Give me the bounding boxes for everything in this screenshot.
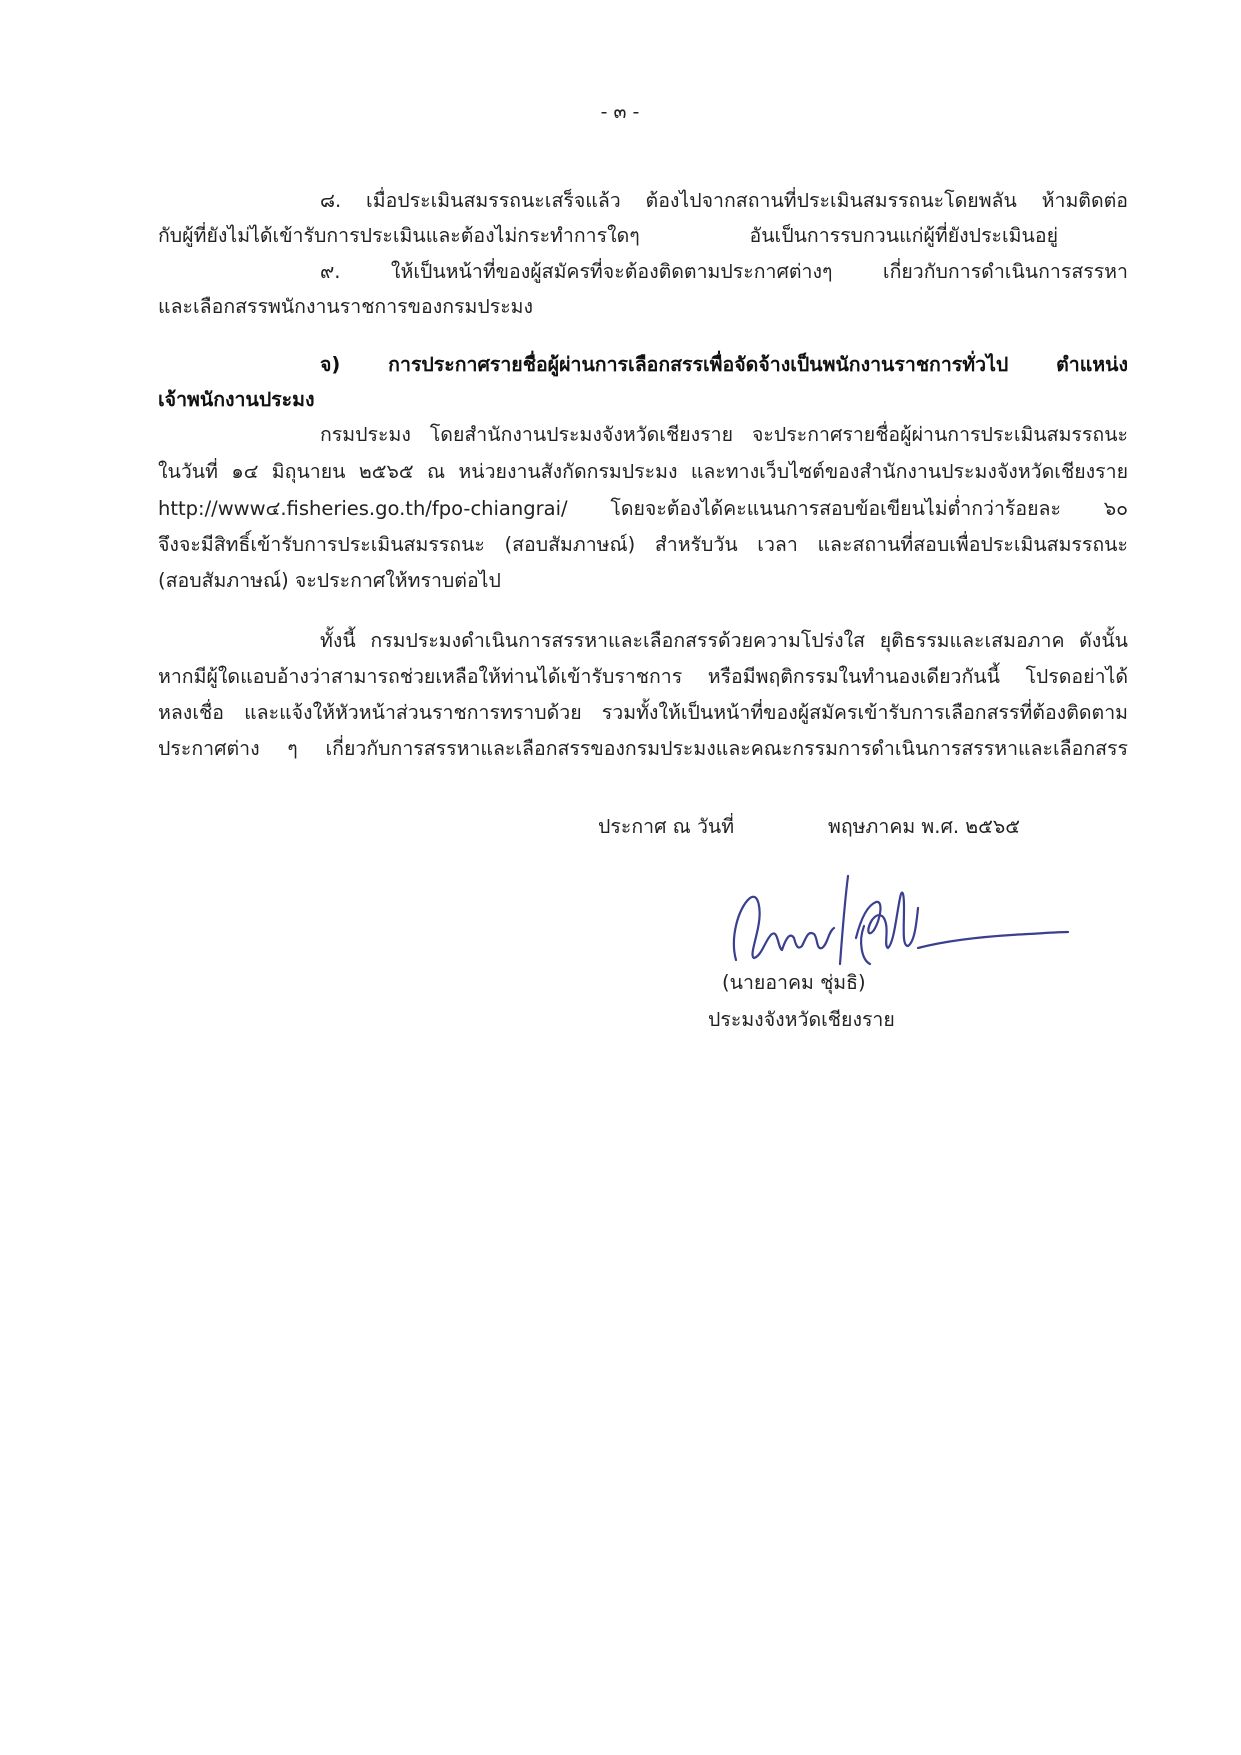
section-body-line2: ในวันที่ ๑๔ มิถุนายน ๒๕๖๕ ณ หน่วยงานสังกัดกรมประมง และทางเว็บไซต์ของสำนักงานประมงจังหวัดเชียงราย xyxy=(158,460,1128,483)
closing-line2: หากมีผู้ใดแอบอ้างว่าสามารถช่วยเหลือให้ท่านได้เข้ารับราชการ หรือมีพฤติกรรมในทำนองเดียวกันนี้ โปรดอย่าได้ xyxy=(158,665,1128,688)
section-heading-line2: เจ้าพนักงานประมง xyxy=(158,388,315,411)
item8-line1: ๘. เมื่อประเมินสมรรถนะเสร็จแล้ว ต้องไปจากสถานที่ประเมินสมรรถนะโดยพลัน ห้ามติดต่อ xyxy=(320,189,1128,212)
closing-line3: หลงเชื่อ และแจ้งให้หัวหน้าส่วนราชการทราบด้วย รวมทั้งให้เป็นหน้าที่ของผู้สมัครเข้ารับการเลือกสรรที่ต้องติดตาม xyxy=(158,701,1128,724)
announcement-month-year: พฤษภาคม พ.ศ. ๒๕๖๕ xyxy=(828,815,1020,838)
section-heading-line1: จ) การประกาศรายชื่อผู้ผ่านการเลือกสรรเพื่อจัดจ้างเป็นพนักงานราชการทั่วไป ตำแหน่ง xyxy=(320,353,1128,376)
section-body-line1: กรมประมง โดยสำนักงานประมงจังหวัดเชียงราย จะประกาศรายชื่อผู้ผ่านการประเมินสมรรถนะ xyxy=(320,423,1128,446)
announcement-prefix: ประกาศ ณ วันที่ xyxy=(598,815,735,838)
item9-line1: ๙. ให้เป็นหน้าที่ของผู้สมัครที่จะต้องติดตามประกาศต่างๆ เกี่ยวกับการดำเนินการสรรหา xyxy=(320,260,1128,283)
item8-line2: กับผู้ที่ยังไม่ได้เข้ารับการประเมินและต้องไม่กระทำการใดๆ อันเป็นการรบกวนแก่ผู้ที่ยังประเมินอยู่ xyxy=(158,224,1058,247)
section-body-line3: http://www๔.fisheries.go.th/fpo-chiangrai/ โดยจะต้องได้คะแนนการสอบข้อเขียนไม่ต่ำกว่าร้อยละ ๖๐ xyxy=(158,497,1128,520)
signature xyxy=(728,868,1070,968)
item9-line2: และเลือกสรรพนักงานราชการของกรมประมง xyxy=(158,295,534,318)
section-body-line4: จึงจะมีสิทธิ์เข้ารับการประเมินสมรรถนะ (สอบสัมภาษณ์) สำหรับวัน เวลา และสถานที่สอบเพื่อประเมินสมรรถนะ xyxy=(158,533,1128,556)
section-body-line5: (สอบสัมภาษณ์) จะประกาศให้ทราบต่อไป xyxy=(158,569,501,592)
signatory-title: ประมงจังหวัดเชียงราย xyxy=(708,1008,895,1031)
signatory-name: (นายอาคม ชุ่มธิ) xyxy=(722,971,866,994)
page-number: - ๓ - xyxy=(600,101,640,123)
closing-line1: ทั้งนี้ กรมประมงดำเนินการสรรหาและเลือกสรรด้วยความโปร่งใส ยุติธรรมและเสมอภาค ดังนั้น xyxy=(320,629,1128,652)
closing-line4: ประกาศต่าง ๆ เกี่ยวกับการสรรหาและเลือกสรรของกรมประมงและคณะกรรมการดำเนินการสรรหาและเลือกสรร xyxy=(158,737,1128,760)
